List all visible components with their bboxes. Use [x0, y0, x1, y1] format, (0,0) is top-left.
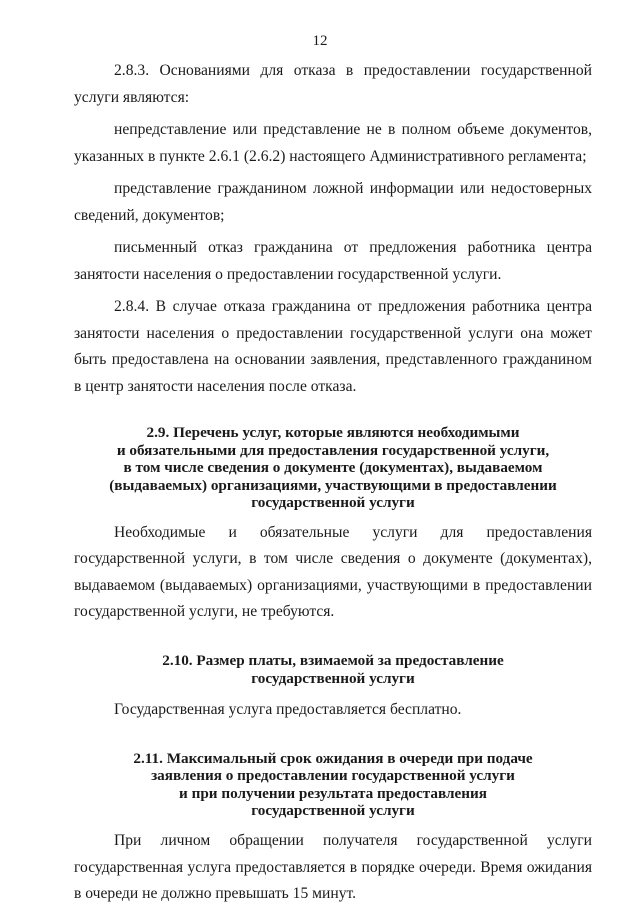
- list-item-grounds-3: письменный отказ гражданина от предложения работника центра занятости населения о предоставлении государственной услуги.: [74, 239, 592, 283]
- paragraph-2-10: Государственная услуга предоставляется бесплатно.: [114, 701, 462, 719]
- list-item-grounds-2: представление гражданином ложной информации или недостоверных сведений, документов;: [74, 180, 592, 224]
- heading-line: 2.10. Размер платы, взимаемой за предоставление: [162, 651, 504, 669]
- document-body: [74, 58, 592, 908]
- page-number: 12: [312, 33, 328, 49]
- heading-line: в том числе сведения о документе (документах), выдаваемом: [123, 459, 543, 477]
- heading-line: 2.11. Максимальный срок ожидания в очереди при подаче: [133, 749, 533, 767]
- paragraph-2-8-4: 2.8.4. В случае отказа гражданина от предложения работника центра занятости населения о предоставлении государственной услуги она может быть предоставлена на основании заявления, представленного гражданином в центр занятости населения после отказа.: [74, 298, 592, 395]
- heading-line: (выдаваемых) организациями, участвующими в предоставлении: [109, 476, 557, 494]
- heading-line: государственной услуги: [251, 669, 415, 687]
- list-item-grounds-1: непредставление или представление не в полном объеме документов, указанных в пункте 2.6.1 (2.6.2) настоящего Административного регламента;: [74, 121, 592, 165]
- heading-line: государственной услуги: [251, 494, 415, 512]
- heading-line: и при получении результата предоставления: [179, 784, 487, 802]
- heading-line: заявления о предоставлении государственной услуги: [151, 767, 515, 785]
- paragraph-2-9: Необходимые и обязательные услуги для предоставления государственной услуги, в том числе сведения о документе (документах), выдаваемом (выдаваемых) организациями, участвующими в предоставлении государственной услуги, не требуются.: [74, 523, 592, 621]
- heading-line: государственной услуги: [251, 802, 415, 820]
- section-heading-2-10: [74, 652, 592, 687]
- section-heading-2-9: [74, 424, 592, 512]
- section-heading-2-11: [74, 750, 592, 820]
- heading-line: и обязательными для предоставления государственной услуги,: [116, 441, 550, 459]
- heading-line: 2.9. Перечень услуг, которые являются необходимыми: [146, 424, 520, 441]
- paragraph-2-11: При личном обращении получателя государственной услуги государственная услуга предоставляется в порядке очереди. Время ожидания в очереди не должно превышать 15 минут.: [74, 832, 592, 903]
- paragraph-2-8-3: 2.8.3. Основаниями для отказа в предоставлении государственной услуги являются:: [74, 62, 592, 106]
